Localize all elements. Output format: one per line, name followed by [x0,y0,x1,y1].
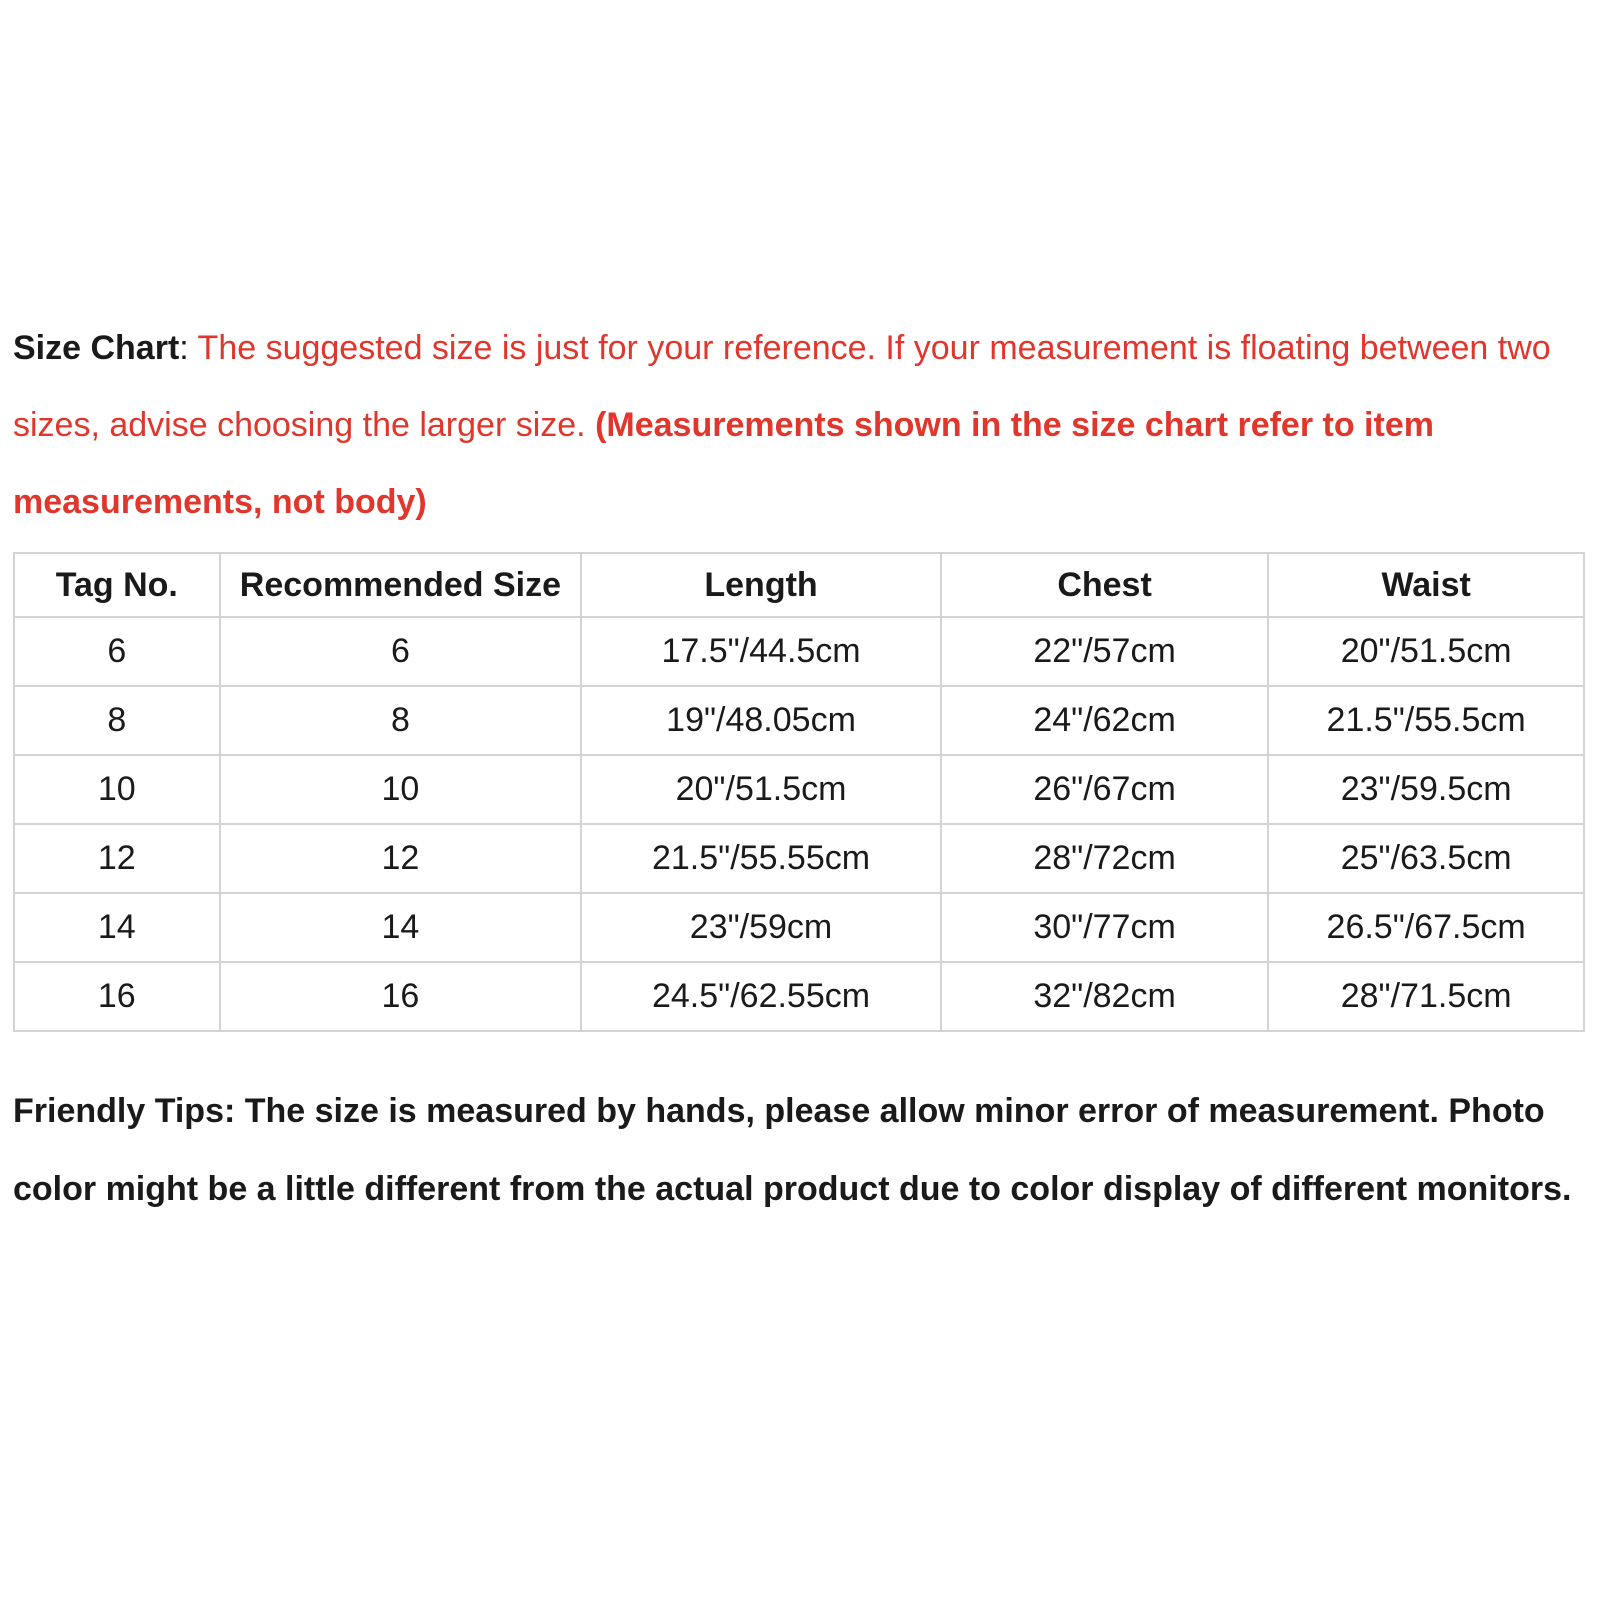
table-row [14,686,1584,755]
header-recommended-size: Recommended Size [220,553,582,617]
table-row [14,755,1584,824]
header-length: Length [581,553,941,617]
cell-waist: 28"/71.5cm [1268,962,1584,1031]
cell-recommended-size: 14 [220,893,582,962]
cell-waist: 23"/59.5cm [1268,755,1584,824]
cell-chest: 28"/72cm [941,824,1268,893]
cell-tag-no: 14 [14,893,220,962]
size-table [13,552,1585,1032]
size-chart-heading: Size Chart [13,329,180,367]
cell-recommended-size: 16 [220,962,582,1031]
cell-recommended-size: 10 [220,755,582,824]
cell-length: 21.5"/55.55cm [581,824,941,893]
cell-chest: 22"/57cm [941,617,1268,686]
size-chart-intro [13,310,1593,541]
cell-length: 23"/59cm [581,893,941,962]
header-chest: Chest [941,553,1268,617]
cell-chest: 24"/62cm [941,686,1268,755]
table-header-row [14,553,1584,617]
cell-chest: 30"/77cm [941,893,1268,962]
table-row [14,893,1584,962]
cell-tag-no: 8 [14,686,220,755]
cell-recommended-size: 6 [220,617,582,686]
cell-chest: 32"/82cm [941,962,1268,1031]
cell-length: 20"/51.5cm [581,755,941,824]
cell-waist: 26.5"/67.5cm [1268,893,1584,962]
cell-recommended-size: 12 [220,824,582,893]
table-row [14,617,1584,686]
cell-tag-no: 12 [14,824,220,893]
cell-recommended-size: 8 [220,686,582,755]
header-waist: Waist [1268,553,1584,617]
cell-tag-no: 16 [14,962,220,1031]
measurement-disclaimer: (Measurements shown in the size chart refer to item measurements, not body) [13,406,1434,521]
cell-length: 24.5"/62.55cm [581,962,941,1031]
cell-tag-no: 6 [14,617,220,686]
cell-waist: 20"/51.5cm [1268,617,1584,686]
cell-length: 17.5"/44.5cm [581,617,941,686]
cell-waist: 21.5"/55.5cm [1268,686,1584,755]
cell-tag-no: 10 [14,755,220,824]
cell-waist: 25"/63.5cm [1268,824,1584,893]
heading-colon: : [179,329,198,367]
size-reference-note: The suggested size is just for your reference. If your measurement is floating between two sizes, advise choosing the larger size. [13,329,1551,444]
cell-length: 19"/48.05cm [581,686,941,755]
cell-chest: 26"/67cm [941,755,1268,824]
header-tag-no: Tag No. [14,553,220,617]
friendly-tips: Friendly Tips: The size is measured by hands, please allow minor error of measurement. Photo color might be a little different from the actual product due to color display of different monitors. [13,1092,1572,1208]
table-row [14,962,1584,1031]
table-row [14,824,1584,893]
